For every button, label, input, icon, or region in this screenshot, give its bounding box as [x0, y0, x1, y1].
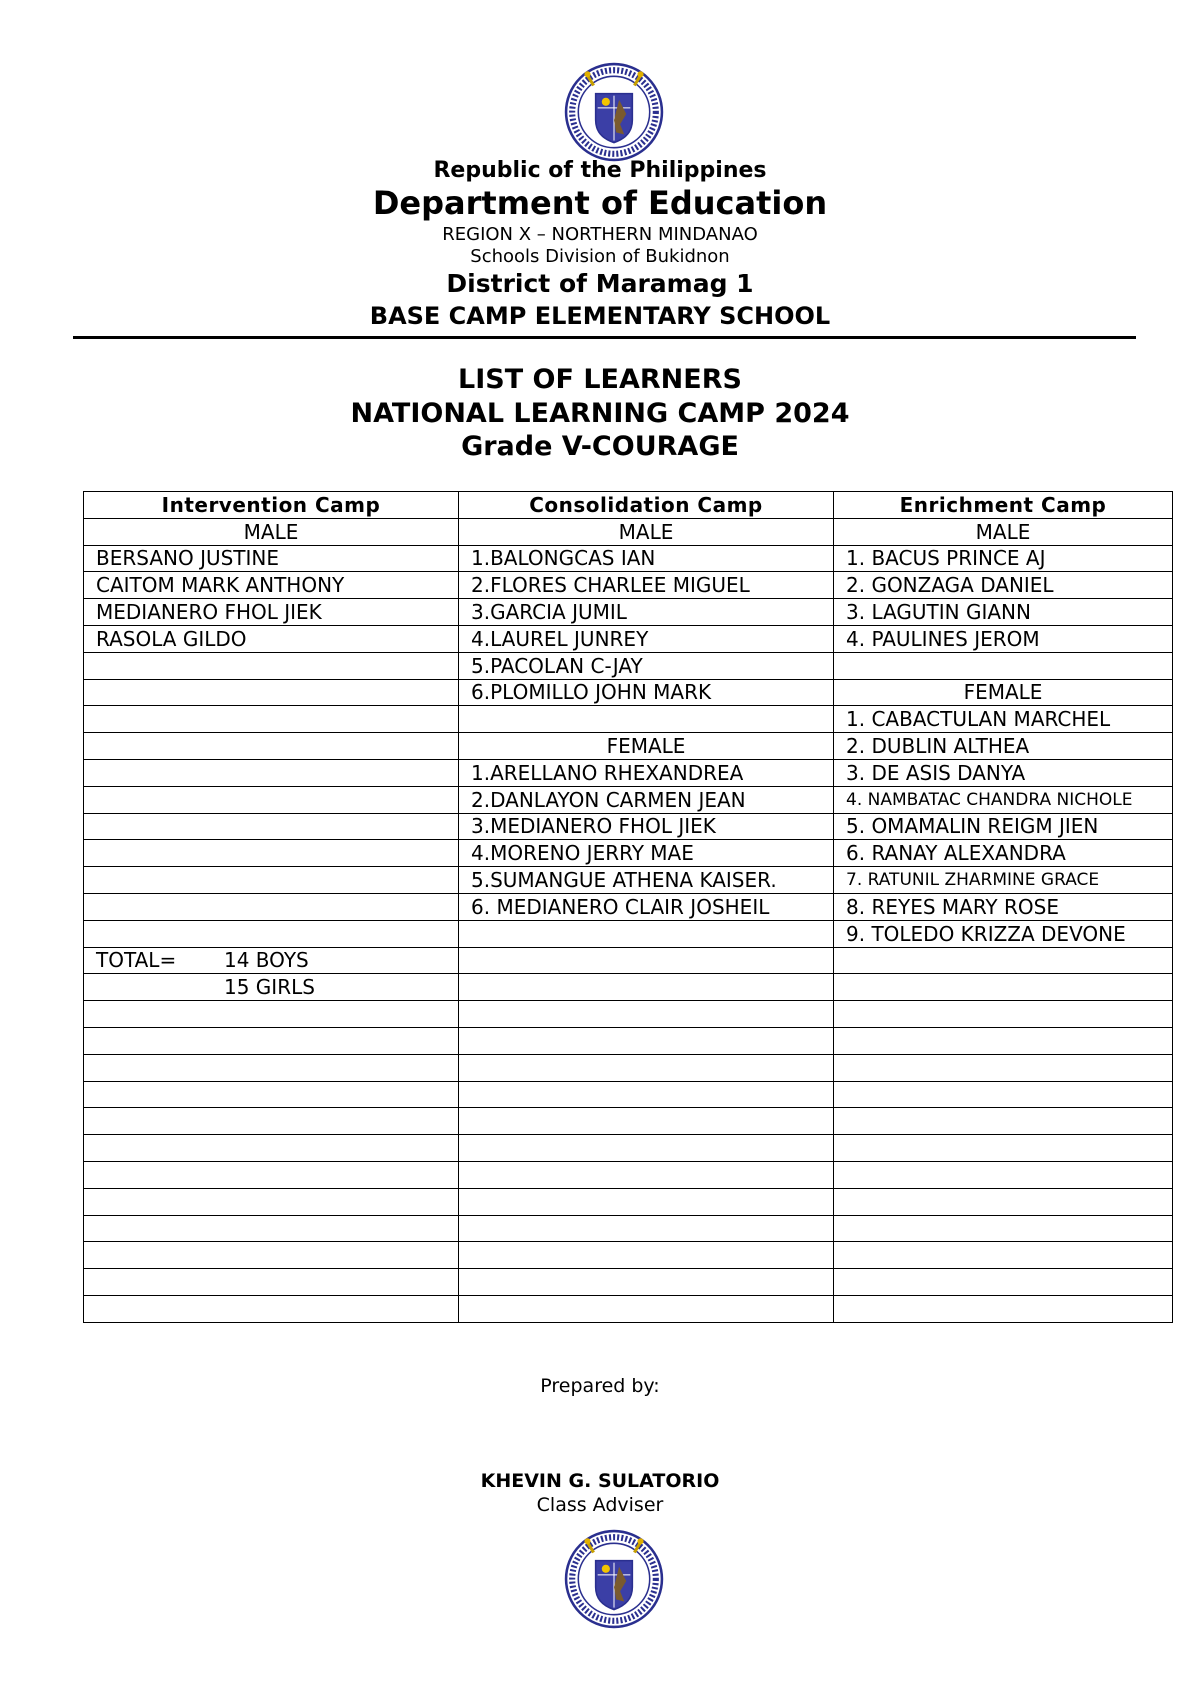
- table-cell: 6. RANAY ALEXANDRA: [834, 840, 1173, 867]
- table-cell: 3. LAGUTIN GIANN: [834, 599, 1173, 626]
- table-cell: 2. GONZAGA DANIEL: [834, 572, 1173, 599]
- table-row: [84, 518, 1173, 545]
- list-title: LIST OF LEARNERS: [458, 364, 742, 395]
- division-line: Schools Division of Bukidnon: [470, 246, 730, 267]
- table-cell: MALE: [459, 518, 834, 545]
- table-row: [84, 572, 1173, 599]
- table-cell: MEDIANERO FHOL JIEK: [84, 599, 459, 626]
- table-row: [84, 1108, 1173, 1135]
- table-cell: 3. DE ASIS DANYA: [834, 759, 1173, 786]
- table-cell: 4. NAMBATAC CHANDRA NICHOLE: [834, 786, 1173, 813]
- adviser-name: KHEVIN G. SULATORIO: [480, 1470, 720, 1492]
- table-row: [84, 1295, 1173, 1322]
- table-row: [84, 679, 1173, 706]
- table-cell: 7. RATUNIL ZHARMINE GRACE: [834, 867, 1173, 894]
- table-row: [84, 893, 1173, 920]
- table-row-total-girls: [84, 974, 1173, 1001]
- table-cell: [84, 733, 459, 760]
- table-row: [84, 1242, 1173, 1269]
- table-cell: 9. TOLEDO KRIZZA DEVONE: [834, 920, 1173, 947]
- table-cell: 6.PLOMILLO JOHN MARK: [459, 679, 834, 706]
- table-row: [84, 813, 1173, 840]
- grade-title: Grade V-COURAGE: [461, 431, 739, 462]
- learners-table: [83, 491, 1173, 1323]
- table-cell: [84, 840, 459, 867]
- table-cell: [84, 706, 459, 733]
- table-cell: FEMALE: [459, 733, 834, 760]
- table-cell: [84, 867, 459, 894]
- prepared-by-label: Prepared by:: [540, 1375, 660, 1397]
- table-cell: RASOLA GILDO: [84, 625, 459, 652]
- table-row-total-boys: [84, 947, 1173, 974]
- table-row: [84, 867, 1173, 894]
- table-row: [84, 1188, 1173, 1215]
- table-cell: [84, 679, 459, 706]
- school-name: BASE CAMP ELEMENTARY SCHOOL: [369, 302, 831, 330]
- table-cell: [459, 947, 834, 974]
- table-cell: [459, 706, 834, 733]
- table-cell: [84, 786, 459, 813]
- table-cell: [834, 652, 1173, 679]
- table-cell: 1. BACUS PRINCE AJ: [834, 545, 1173, 572]
- department-line: Department of Education: [372, 184, 828, 222]
- table-cell: 5.SUMANGUE ATHENA KAISER.: [459, 867, 834, 894]
- table-cell: [84, 813, 459, 840]
- table-cell: [459, 974, 834, 1001]
- table-cell: [834, 947, 1173, 974]
- table-cell: 4. PAULINES JEROM: [834, 625, 1173, 652]
- table-cell: FEMALE: [834, 679, 1173, 706]
- table-cell: CAITOM MARK ANTHONY: [84, 572, 459, 599]
- deped-seal-icon: [563, 1528, 665, 1630]
- table-cell: 6. MEDIANERO CLAIR JOSHEIL: [459, 893, 834, 920]
- table-cell: 5. OMAMALIN REIGM JIEN: [834, 813, 1173, 840]
- header-divider: [73, 336, 1136, 339]
- table-cell: 4.LAUREL JUNREY: [459, 625, 834, 652]
- column-header-intervention: Intervention Camp: [84, 492, 459, 519]
- adviser-role: Class Adviser: [536, 1494, 664, 1516]
- table-row: [84, 1001, 1173, 1028]
- table-row: [84, 545, 1173, 572]
- table-row: [84, 1215, 1173, 1242]
- table-cell: MALE: [834, 518, 1173, 545]
- table-row: [84, 786, 1173, 813]
- republic-line: Republic of the Philippines: [433, 158, 767, 183]
- table-cell: BERSANO JUSTINE: [84, 545, 459, 572]
- table-row: [84, 920, 1173, 947]
- camp-title: NATIONAL LEARNING CAMP 2024: [350, 398, 850, 429]
- region-line: REGION X – NORTHERN MINDANAO: [442, 224, 758, 245]
- table-cell: 3.MEDIANERO FHOL JIEK: [459, 813, 834, 840]
- table-row: [84, 599, 1173, 626]
- table-cell: [84, 920, 459, 947]
- column-header-enrichment: Enrichment Camp: [834, 492, 1173, 519]
- table-cell: 8. REYES MARY ROSE: [834, 893, 1173, 920]
- table-row: [84, 1027, 1173, 1054]
- table-header-row: [84, 492, 1173, 519]
- total-girls: 15 GIRLS: [224, 975, 315, 1000]
- table-cell: [84, 652, 459, 679]
- table-cell: 1.BALONGCAS IAN: [459, 545, 834, 572]
- table-cell: [834, 974, 1173, 1001]
- table-row: [84, 733, 1173, 760]
- table-cell: 4.MORENO JERRY MAE: [459, 840, 834, 867]
- table-cell: 1. CABACTULAN MARCHEL: [834, 706, 1173, 733]
- table-row: [84, 1054, 1173, 1081]
- deped-seal-icon: [563, 61, 665, 163]
- table-cell: [459, 920, 834, 947]
- table-cell: 2. DUBLIN ALTHEA: [834, 733, 1173, 760]
- total-label: TOTAL=: [96, 948, 177, 973]
- total-boys-cell: [84, 947, 459, 974]
- table-row: [84, 706, 1173, 733]
- table-row: [84, 652, 1173, 679]
- total-boys: 14 BOYS: [224, 948, 309, 973]
- table-row: [84, 1135, 1173, 1162]
- table-cell: [84, 893, 459, 920]
- table-cell: MALE: [84, 518, 459, 545]
- table-row: [84, 759, 1173, 786]
- table-cell: 5.PACOLAN C-JAY: [459, 652, 834, 679]
- table-cell: 2.FLORES CHARLEE MIGUEL: [459, 572, 834, 599]
- table-cell: 3.GARCIA JUMIL: [459, 599, 834, 626]
- table-row: [84, 1161, 1173, 1188]
- table-row: [84, 840, 1173, 867]
- table-row: [84, 1269, 1173, 1296]
- table-cell: [84, 759, 459, 786]
- district-line: District of Maramag 1: [446, 269, 754, 298]
- table-row: [84, 625, 1173, 652]
- column-header-consolidation: Consolidation Camp: [459, 492, 834, 519]
- total-girls-cell: [84, 974, 459, 1001]
- table-cell: 1.ARELLANO RHEXANDREA: [459, 759, 834, 786]
- table-cell: 2.DANLAYON CARMEN JEAN: [459, 786, 834, 813]
- table-row: [84, 1081, 1173, 1108]
